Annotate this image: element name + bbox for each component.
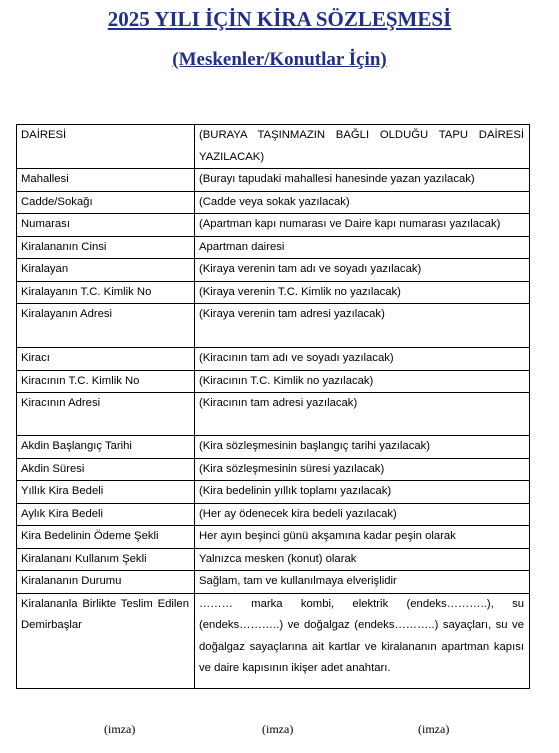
row-value-cadde-sokak: (Cadde veya sokak yazılacak) <box>195 191 530 214</box>
table-row <box>17 169 530 192</box>
row-value-kiraci-tc: (Kiracının T.C. Kimlik no yazılacak) <box>195 370 530 393</box>
row-label-kiralayan-tc: Kiralayanın T.C. Kimlik No <box>17 281 195 304</box>
row-label-demirbaslar <box>17 593 195 688</box>
table-row <box>17 458 530 481</box>
signature-label-kefil: (imza) <box>418 722 450 736</box>
table-row <box>17 281 530 304</box>
signature-label-kiralayan: (imza) <box>104 722 136 736</box>
row-label-kiralanan-durumu: Kiralananın Durumu <box>17 571 195 594</box>
table-row <box>17 548 530 571</box>
table-row <box>17 304 530 348</box>
table-row <box>17 348 530 371</box>
document-subtitle: (Meskenler/Konutlar İçin) <box>172 49 387 70</box>
row-label-aylik-kira: Aylık Kira Bedeli <box>17 503 195 526</box>
row-value-numarasi: (Apartman kapı numarası ve Daire kapı numarası yazılacak) <box>195 214 530 237</box>
table-row <box>17 191 530 214</box>
row-value-kiralayan: (Kiraya verenin tam adı ve soyadı yazılacak) <box>195 259 530 282</box>
row-label-mahallesi: Mahallesi <box>17 169 195 192</box>
table-row <box>17 481 530 504</box>
row-value-kiralayan-adres: (Kiraya verenin tam adresi yazılacak) <box>195 304 530 348</box>
row-label-kullanim-sekli: Kiralananı Kullanım Şekli <box>17 548 195 571</box>
table-row <box>17 436 530 459</box>
table-row <box>17 214 530 237</box>
row-value-demirbaslar <box>195 593 530 688</box>
row-label-cadde-sokak: Cadde/Sokağı <box>17 191 195 214</box>
contract-table <box>16 124 530 689</box>
row-value-kiraci: (Kiracının tam adı ve soyadı yazılacak) <box>195 348 530 371</box>
row-value-baslangic-tarihi: (Kira sözleşmesinin başlangıç tarihi yazılacak) <box>195 436 530 459</box>
table-row <box>17 571 530 594</box>
row-value-aylik-kira: (Her ay ödenecek kira bedeli yazılacak) <box>195 503 530 526</box>
row-label-kiralayan-adres: Kiralayanın Adresi <box>17 304 195 348</box>
row-value-kullanim-sekli: Yalnızca mesken (konut) olarak <box>195 548 530 571</box>
row-label-numarasi: Numarası <box>17 214 195 237</box>
row-label-kiraci-tc: Kiracının T.C. Kimlik No <box>17 370 195 393</box>
table-row <box>17 593 530 688</box>
table-row <box>17 370 530 393</box>
row-label-kiraci: Kiracı <box>17 348 195 371</box>
row-value-mahallesi: (Burayı tapudaki mahallesi hanesinde yazan yazılacak) <box>195 169 530 192</box>
table-row <box>17 526 530 549</box>
row-value-odeme-sekli: Her ayın beşinci günü akşamına kadar peşin olarak <box>195 526 530 549</box>
row-value-kiralanan-cinsi: Apartman dairesi <box>195 236 530 259</box>
table-row <box>17 236 530 259</box>
row-value-kiraci-adres: (Kiracının tam adresi yazılacak) <box>195 393 530 436</box>
row-value-akdin-suresi: (Kira sözleşmesinin süresi yazılacak) <box>195 458 530 481</box>
row-value-yillik-kira: (Kira bedelinin yıllık toplamı yazılacak) <box>195 481 530 504</box>
row-label-akdin-suresi: Akdin Süresi <box>17 458 195 481</box>
row-value-tapu-dairesi: (BURAYA TAŞINMAZIN BAĞLI OLDUĞU TAPU DAİRESİ YAZILACAK) <box>195 125 530 169</box>
table-row <box>17 393 530 436</box>
row-value-kiralayan-tc: (Kiraya verenin T.C. Kimlik no yazılacak) <box>195 281 530 304</box>
row-label-demirbaslar-text: Kiralananla Birlikte Teslim Edilen Demirbaşlar <box>21 597 189 631</box>
row-value-kiralanan-durumu: Sağlam, tam ve kullanılmaya elverişlidir <box>195 571 530 594</box>
row-label-kiralanan-cinsi: Kiralananın Cinsi <box>17 236 195 259</box>
row-label-tapu-dairesi: DAİRESİ <box>17 125 195 169</box>
row-label-kiraci-adres: Kiracının Adresi <box>17 393 195 436</box>
document-title: 2025 YILI İÇİN KİRA SÖZLEŞMESİ <box>107 7 452 31</box>
table-row <box>17 503 530 526</box>
row-label-kiralayan: Kiralayan <box>17 259 195 282</box>
table-row <box>17 259 530 282</box>
row-label-baslangic-tarihi: Akdin Başlangıç Tarihi <box>17 436 195 459</box>
row-value-demirbaslar-text: ……… marka kombi, elektrik (endeks………..), su (endeks………..) ve doğalgaz (endeks………..) sayaçları, su ve doğalgaz sayaçlarına ait kartlar ve kiralananın apartman kapısı ve daire kapısının ikişer adet anahtarı. <box>199 597 524 674</box>
row-label-odeme-sekli: Kira Bedelinin Ödeme Şekli <box>17 526 195 549</box>
table-row <box>17 125 530 169</box>
signature-label-kiraci: (imza) <box>262 722 294 736</box>
row-label-yillik-kira: Yıllık Kira Bedeli <box>17 481 195 504</box>
